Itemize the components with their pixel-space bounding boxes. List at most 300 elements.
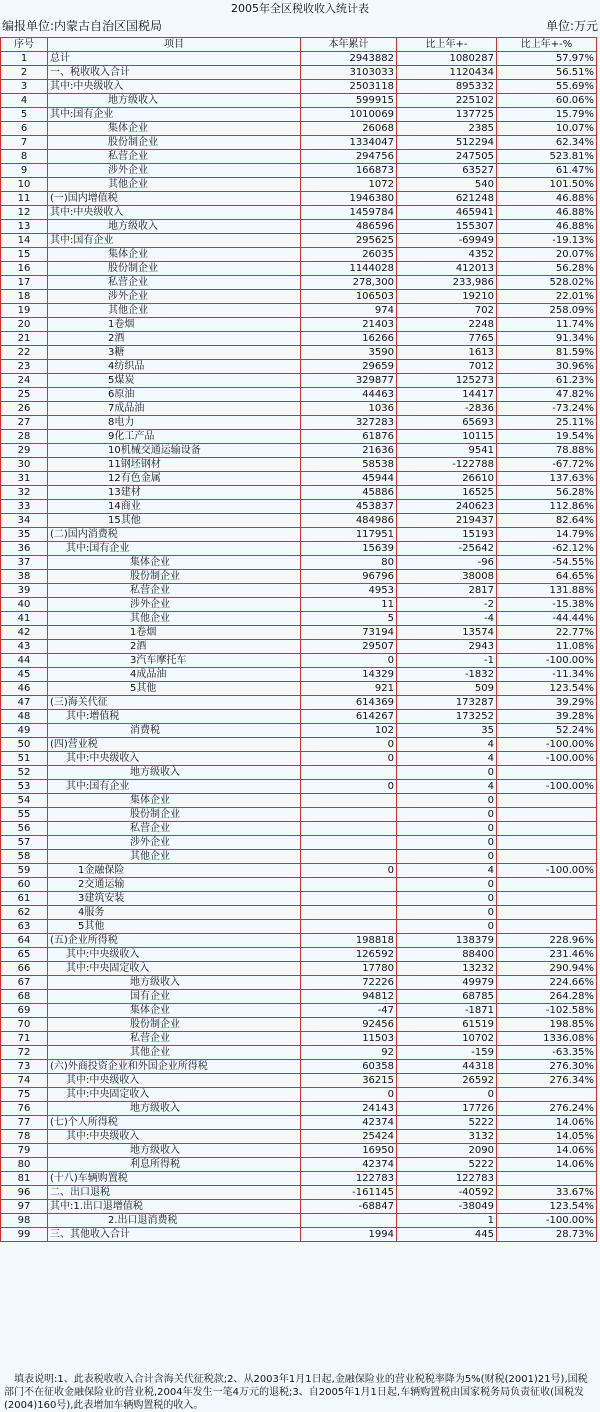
table-row [1,1214,597,1228]
row-change: 0 [397,794,497,808]
table-row [1,584,597,598]
row-item: 一、税收收入合计 [48,66,301,80]
row-change-pct: 30.96% [497,360,597,374]
table-row [1,556,597,570]
row-index: 74 [1,1074,48,1088]
row-item: 涉外企业 [48,598,301,612]
row-change: 509 [397,682,497,696]
row-change: -40592 [397,1186,497,1200]
row-item: 地方级收入 [48,1102,301,1116]
row-change: 10115 [397,430,497,444]
table-row [1,542,597,556]
row-index: 13 [1,220,48,234]
row-change-pct: 39.28% [497,710,597,724]
row-current: 295625 [301,234,397,248]
row-current: 17780 [301,962,397,976]
row-change: 0 [397,850,497,864]
row-change-pct: 22.01% [497,290,597,304]
row-change: 44318 [397,1060,497,1074]
row-current: 599915 [301,94,397,108]
row-change-pct: -100.00% [497,780,597,794]
row-index: 59 [1,864,48,878]
row-current: 1334047 [301,136,397,150]
row-index: 38 [1,570,48,584]
row-change: 233,986 [397,276,497,290]
row-change: -2836 [397,402,497,416]
row-change-pct: 52.24% [497,724,597,738]
row-current: 25424 [301,1130,397,1144]
row-change: 0 [397,906,497,920]
row-item: 地方级收入 [48,220,301,234]
row-index: 18 [1,290,48,304]
row-change-pct: 82.64% [497,514,597,528]
row-current: 327283 [301,416,397,430]
row-index: 20 [1,318,48,332]
table-row [1,1046,597,1060]
row-change: 15193 [397,528,497,542]
row-change-pct: -100.00% [497,1214,597,1228]
row-change: 247505 [397,150,497,164]
table-row [1,1200,597,1214]
row-change-pct: -63.35% [497,1046,597,1060]
row-item: (六)外商投资企业和外国企业所得税 [48,1060,301,1074]
row-item: 涉外企业 [48,164,301,178]
row-change: -122788 [397,458,497,472]
table-row [1,486,597,500]
table-row [1,374,597,388]
table-row [1,570,597,584]
row-current [301,878,397,892]
row-change-pct: 91.34% [497,332,597,346]
table-row [1,738,597,752]
row-change: 240623 [397,500,497,514]
row-current: 58538 [301,458,397,472]
table-row [1,1116,597,1130]
row-item: (二)国内消费税 [48,528,301,542]
row-change-pct: -100.00% [497,864,597,878]
row-change: -4 [397,612,497,626]
row-current: 16266 [301,332,397,346]
table-row [1,360,597,374]
table-row [1,780,597,794]
row-change: 0 [397,836,497,850]
row-current: 92 [301,1046,397,1060]
row-change-pct: 46.88% [497,220,597,234]
row-change-pct: 61.47% [497,164,597,178]
row-current: 11503 [301,1032,397,1046]
row-item: 集体企业 [48,122,301,136]
row-current: 15639 [301,542,397,556]
row-current: 294756 [301,150,397,164]
row-change: 702 [397,304,497,318]
table-row [1,948,597,962]
table-row [1,528,597,542]
row-change-pct: 55.69% [497,80,597,94]
table-row [1,1088,597,1102]
row-change: 621248 [397,192,497,206]
row-index: 60 [1,878,48,892]
row-index: 98 [1,1214,48,1228]
row-change-pct: 64.65% [497,570,597,584]
row-change: 0 [397,822,497,836]
table-row [1,416,597,430]
row-index: 9 [1,164,48,178]
row-index: 39 [1,584,48,598]
table-row [1,906,597,920]
table-row [1,808,597,822]
row-index: 81 [1,1172,48,1186]
row-current: 122783 [301,1172,397,1186]
row-index: 37 [1,556,48,570]
row-change: 3132 [397,1130,497,1144]
row-change: 38008 [397,570,497,584]
row-change-pct: 258.09% [497,304,597,318]
row-index: 11 [1,192,48,206]
table-row [1,94,597,108]
row-current: 484986 [301,514,397,528]
table-row [1,696,597,710]
row-current: 198818 [301,934,397,948]
row-change: -2 [397,598,497,612]
row-change: -25642 [397,542,497,556]
row-item: 13建材 [48,486,301,500]
table-row [1,640,597,654]
table-row [1,220,597,234]
row-change-pct: -62.12% [497,542,597,556]
row-change: 5222 [397,1158,497,1172]
row-index: 56 [1,822,48,836]
row-change-pct: 10.07% [497,122,597,136]
row-current: 126592 [301,948,397,962]
table-row [1,1060,597,1074]
table-row [1,1228,597,1242]
row-change: 895332 [397,80,497,94]
table-row [1,1102,597,1116]
row-current: 4953 [301,584,397,598]
row-item: 三、其他收入合计 [48,1228,301,1242]
row-change: 540 [397,178,497,192]
row-item: 3糖 [48,346,301,360]
row-change: 13574 [397,626,497,640]
row-current: 29659 [301,360,397,374]
row-change: 17726 [397,1102,497,1116]
row-change: 61519 [397,1018,497,1032]
row-change-pct: 231.46% [497,948,597,962]
row-change: -1832 [397,668,497,682]
row-change: -69949 [397,234,497,248]
row-change-pct: 61.23% [497,374,597,388]
table-row [1,262,597,276]
row-index: 77 [1,1116,48,1130]
row-current: 16950 [301,1144,397,1158]
row-current: 614267 [301,710,397,724]
row-index: 29 [1,444,48,458]
row-item: 其中:中央级收入 [48,1130,301,1144]
row-index: 45 [1,668,48,682]
table-row [1,1018,597,1032]
row-change: 0 [397,920,497,934]
row-change-pct: 56.28% [497,486,597,500]
row-index: 49 [1,724,48,738]
table-row [1,724,597,738]
col-header-change: 比上年+- [397,38,497,52]
row-current: 94812 [301,990,397,1004]
row-change: 0 [397,766,497,780]
row-item: 涉外企业 [48,836,301,850]
row-change-pct: 39.29% [497,696,597,710]
row-index: 22 [1,346,48,360]
table-row [1,52,597,66]
table-row [1,626,597,640]
table-row [1,234,597,248]
row-item: 1卷烟 [48,626,301,640]
row-item: 1卷烟 [48,318,301,332]
table-row [1,178,597,192]
row-index: 50 [1,738,48,752]
row-change-pct: -19.13% [497,234,597,248]
row-index: 1 [1,52,48,66]
row-current [301,794,397,808]
row-current: 92456 [301,1018,397,1032]
row-change-pct: -73.24% [497,402,597,416]
row-change: 125273 [397,374,497,388]
row-current: 11 [301,598,397,612]
row-change: 5222 [397,1116,497,1130]
row-change-pct: 523.81% [497,150,597,164]
table-row [1,332,597,346]
row-change-pct: 1336.08% [497,1032,597,1046]
page-title: 2005年全区税收收入统计表 [231,2,369,15]
row-change-pct: 14.05% [497,1130,597,1144]
table-row [1,402,597,416]
row-index: 15 [1,248,48,262]
row-item: 地方级收入 [48,1144,301,1158]
table-row [1,752,597,766]
row-change-pct: 137.63% [497,472,597,486]
row-index: 58 [1,850,48,864]
row-change: 155307 [397,220,497,234]
row-index: 44 [1,654,48,668]
row-item: 消费税 [48,724,301,738]
row-index: 63 [1,920,48,934]
row-current: 36215 [301,1074,397,1088]
row-change-pct: 56.28% [497,262,597,276]
table-row [1,920,597,934]
row-current: 974 [301,304,397,318]
row-current: 60358 [301,1060,397,1074]
row-current [301,892,397,906]
row-change-pct [497,906,597,920]
row-change-pct [497,878,597,892]
row-current [301,808,397,822]
row-current: 29507 [301,640,397,654]
row-item: 国有企业 [48,990,301,1004]
row-item: 私营企业 [48,822,301,836]
row-change-pct: 20.07% [497,248,597,262]
row-change: 49979 [397,976,497,990]
row-index: 66 [1,962,48,976]
row-change-pct [497,1088,597,1102]
row-change-pct: 14.06% [497,1116,597,1130]
row-change-pct: 290.94% [497,962,597,976]
row-index: 97 [1,1200,48,1214]
row-change-pct: -100.00% [497,752,597,766]
row-current: 1994 [301,1228,397,1242]
row-index: 70 [1,1018,48,1032]
row-change-pct [497,920,597,934]
row-change-pct: 47.82% [497,388,597,402]
row-item: 集体企业 [48,794,301,808]
row-item: (七)个人所得税 [48,1116,301,1130]
row-change-pct: 101.50% [497,178,597,192]
row-current: 1036 [301,402,397,416]
row-current [301,906,397,920]
row-item: 涉外企业 [48,290,301,304]
row-change-pct: -15.38% [497,598,597,612]
row-item: 4服务 [48,906,301,920]
row-index: 35 [1,528,48,542]
row-index: 36 [1,542,48,556]
row-change: 2090 [397,1144,497,1158]
row-change: 0 [397,878,497,892]
row-current [301,766,397,780]
row-change: 7765 [397,332,497,346]
table-row [1,682,597,696]
row-current: 45886 [301,486,397,500]
row-change: 35 [397,724,497,738]
row-change-pct: 22.77% [497,626,597,640]
row-item: (三)海关代征 [48,696,301,710]
row-current: -68847 [301,1200,397,1214]
row-change: 0 [397,808,497,822]
row-current: 117951 [301,528,397,542]
row-index: 80 [1,1158,48,1172]
row-change: 4 [397,738,497,752]
row-item: (四)营业税 [48,738,301,752]
row-change: 122783 [397,1172,497,1186]
row-item: 9化工产品 [48,430,301,444]
row-index: 52 [1,766,48,780]
col-header-item: 项目 [48,38,301,52]
row-index: 12 [1,206,48,220]
row-item: 14商业 [48,500,301,514]
row-change: 173252 [397,710,497,724]
row-change-pct: 60.06% [497,94,597,108]
row-change-pct: -100.00% [497,654,597,668]
row-item: 其他企业 [48,304,301,318]
row-item: 12有色金属 [48,472,301,486]
table-row [1,822,597,836]
row-index: 2 [1,66,48,80]
table-row [1,122,597,136]
row-change: 412013 [397,262,497,276]
row-current: 2503118 [301,80,397,94]
row-change: 2943 [397,640,497,654]
row-index: 42 [1,626,48,640]
row-current: 61876 [301,430,397,444]
row-index: 76 [1,1102,48,1116]
row-index: 75 [1,1088,48,1102]
row-current: 26035 [301,248,397,262]
row-change: 173287 [397,696,497,710]
row-index: 10 [1,178,48,192]
row-change: 1080287 [397,52,497,66]
table-row [1,346,597,360]
row-change-pct: 112.86% [497,500,597,514]
row-item: 股份制企业 [48,808,301,822]
row-change-pct: -102.58% [497,1004,597,1018]
row-item: 其中:中央固定收入 [48,962,301,976]
row-current [301,1214,397,1228]
row-change: 68785 [397,990,497,1004]
row-change-pct [497,892,597,906]
row-index: 43 [1,640,48,654]
table-row [1,668,597,682]
row-change-pct: 276.24% [497,1102,597,1116]
row-current: 3590 [301,346,397,360]
row-index: 26 [1,402,48,416]
row-item: 私营企业 [48,584,301,598]
row-current: 21403 [301,318,397,332]
row-item: 其他企业 [48,1046,301,1060]
row-change: 225102 [397,94,497,108]
row-current: 614369 [301,696,397,710]
row-index: 72 [1,1046,48,1060]
row-index: 21 [1,332,48,346]
row-item: 其中:中央级收入 [48,1074,301,1088]
row-current: 3103033 [301,66,397,80]
row-item: 其中:国有企业 [48,234,301,248]
table-row [1,598,597,612]
row-change: 137725 [397,108,497,122]
row-current [301,836,397,850]
row-item: 8电力 [48,416,301,430]
table-row [1,388,597,402]
table-row [1,318,597,332]
row-change-pct: 25.11% [497,416,597,430]
row-change-pct: 528.02% [497,276,597,290]
row-current: 45944 [301,472,397,486]
row-current [301,822,397,836]
row-change: -38049 [397,1200,497,1214]
row-item: (十八)车辆购置税 [48,1172,301,1186]
row-item: 地方级收入 [48,94,301,108]
row-change: -159 [397,1046,497,1060]
row-change: 7012 [397,360,497,374]
row-current: 14329 [301,668,397,682]
row-index: 3 [1,80,48,94]
row-change-pct: -11.34% [497,668,597,682]
row-item: 6原油 [48,388,301,402]
row-item: 4纺织品 [48,360,301,374]
table-row [1,150,597,164]
row-index: 30 [1,458,48,472]
row-change: 0 [397,1088,497,1102]
table-row [1,710,597,724]
row-change-pct: 224.66% [497,976,597,990]
row-change-pct: 56.51% [497,66,597,80]
table-row [1,136,597,150]
row-change-pct [497,794,597,808]
row-current: 72226 [301,976,397,990]
table-row [1,1130,597,1144]
row-change: 65693 [397,416,497,430]
row-change-pct: 264.28% [497,990,597,1004]
row-current: 42374 [301,1158,397,1172]
row-current: 166873 [301,164,397,178]
row-change-pct [497,836,597,850]
row-change-pct: 198.85% [497,1018,597,1032]
